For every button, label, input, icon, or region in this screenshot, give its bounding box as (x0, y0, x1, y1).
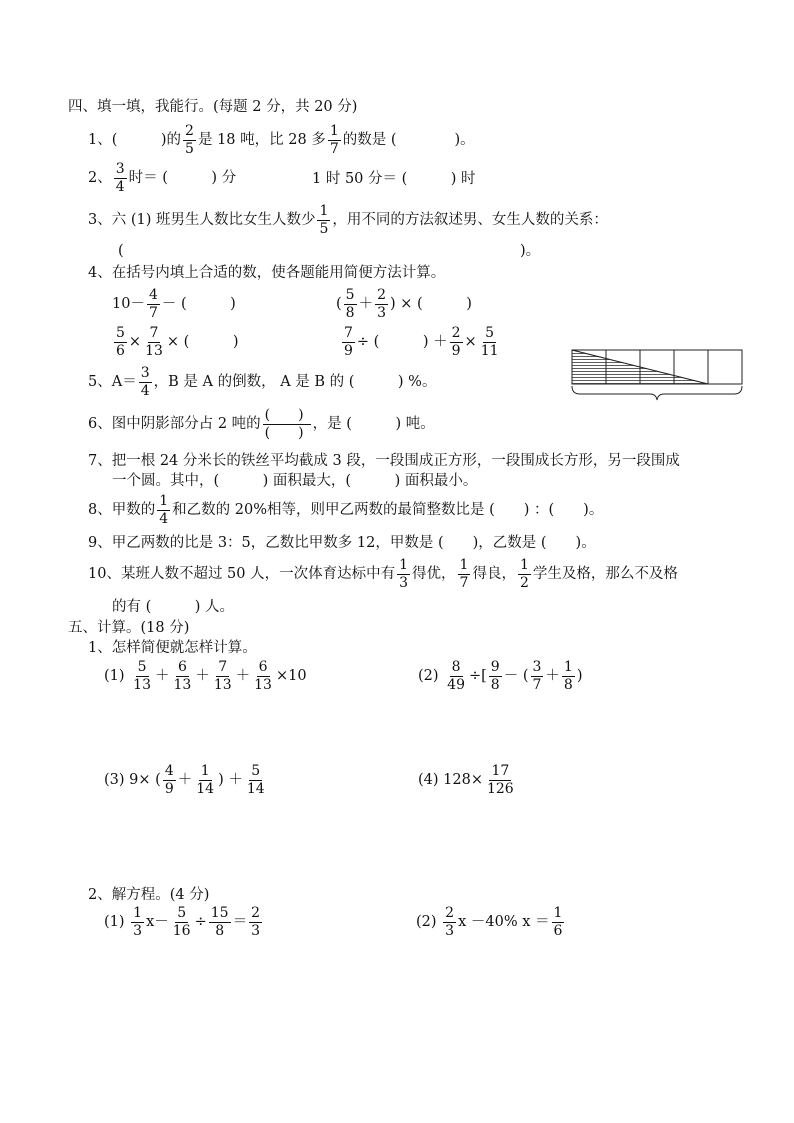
question-2 (88, 162, 236, 194)
calc-1: (1) $\frac{5}{13}$ ＋ $\frac{6}{13}$ ＋ $\frac{7}{13}$ ＋ $\frac{6}{13}$ ×10 (104, 659, 307, 693)
q1-text-b: 是 18 吨，比 28 多 (197, 132, 326, 149)
q4-title: 4、在括号内填上合适的数，使各题能用简便方法计算。 (88, 265, 446, 281)
q4-expr-4: $\frac{7}{9}$ ÷ ( ) ＋ $\frac{2}{9}$ × $\frac{5}{11}$ (344, 325, 499, 359)
q1-fraction-1: $\frac{2}{5}$ (185, 123, 194, 157)
shaded-bar-diagram (566, 346, 748, 424)
q10-line-2: 的有 ( ) 人。 (112, 599, 235, 615)
section4-title: 四、填一填，我能行。(每题 2 分，共 20 分) (68, 99, 358, 115)
q3-answer-open: ( (118, 243, 124, 259)
q3-text-b: ，用不同的方法叙述男、女生人数的关系： (332, 212, 608, 229)
q6-blank-fraction: $\frac{( )}{( )}$ (263, 408, 311, 440)
q4-expr-2: ( $\frac{5}{8}$ ＋ $\frac{2}{3}$ ) × ( ) (336, 287, 472, 321)
q3-fraction: $\frac{1}{5}$ (319, 203, 329, 237)
q2-fraction: $\frac{3}{4}$ (115, 161, 125, 195)
q3-answer-close: )。 (520, 243, 541, 259)
question-9: 9、甲乙两数的比是 3：5，乙数比甲数多 12，甲数是 ( )，乙数是 ( )。 (88, 535, 596, 551)
calc-4: (4) 128× $\frac{17}{126}$ (418, 763, 514, 797)
question-3 (88, 204, 608, 236)
q2-text-a: 时＝ ( ) 分 (128, 170, 237, 187)
q4-expr-1: 10－ $\frac{4}{7}$ － ( ) (112, 287, 236, 321)
q1-text-a: 1、( )的 (88, 132, 182, 149)
question-5: 5、A＝ $\frac{3}{4}$ ，B 是 A 的倒数， A 是 B 的 ( ) %。 (88, 365, 437, 399)
question-10: 10、某班人数不超过 50 人，一次体育达标中有 $\frac{1}{3}$ 得优， $\frac{1}{7}$ 得良， $\frac{1}{2}$ 学生及格，那么不及格 (88, 557, 678, 591)
q7-line-1: 7、把一根 24 分米长的铁丝平均截成 3 段，一段围成正方形，一段围成长方形，另一段围成 (88, 453, 680, 469)
calc-2: (2) $\frac{8}{49}$ ÷[ $\frac{9}{8}$ － ( $\frac{3}{7}$ ＋ $\frac{1}{8}$ ) (418, 659, 583, 693)
equation-2: (2) $\frac{2}{3}$ x －40% x ＝ $\frac{1}{6}$ (416, 905, 563, 939)
q1-fraction-2: $\frac{1}{7}$ (329, 123, 339, 157)
q2-text-b: 1 时 50 分＝ ( ) 时 (312, 171, 476, 187)
section5-sub2: 2、解方程。(4 分) (88, 887, 210, 903)
q3-text-a: 3、六 (1) 班男生人数比女生人数少 (88, 212, 316, 229)
equation-1: (1) $\frac{1}{3}$ x－ $\frac{5}{16}$ ÷ $\frac{15}{8}$ ＝ $\frac{2}{3}$ (104, 905, 260, 939)
question-8: 8、甲数的 $\frac{1}{4}$ 和乙数的 20%相等，则甲乙两数的最简整数比是 ( ) ：( )。 (88, 493, 604, 527)
q7-line-2: 一个圆。其中，( ) 面积最大，( ) 面积最小。 (112, 473, 478, 489)
section5-sub1: 1、怎样简便就怎样计算。 (88, 640, 257, 656)
q1-text-c: 的数是 ( )。 (342, 132, 475, 149)
section5-title: 五、计算。(18 分) (68, 620, 190, 636)
question-6: 6、图中阴影部分占 2 吨的 $\frac{( )}{( )}$ ，是 ( ) 吨。 (88, 407, 435, 441)
q2-number: 2、 (88, 170, 112, 187)
q4-expr-3: $\frac{5}{6}$ × $\frac{7}{13}$ × ( ) (116, 325, 239, 359)
question-1 (88, 124, 475, 156)
calc-3: (3) 9× ( $\frac{4}{9}$ ＋ $\frac{1}{14}$ ) ＋ $\frac{5}{14}$ (104, 763, 265, 797)
